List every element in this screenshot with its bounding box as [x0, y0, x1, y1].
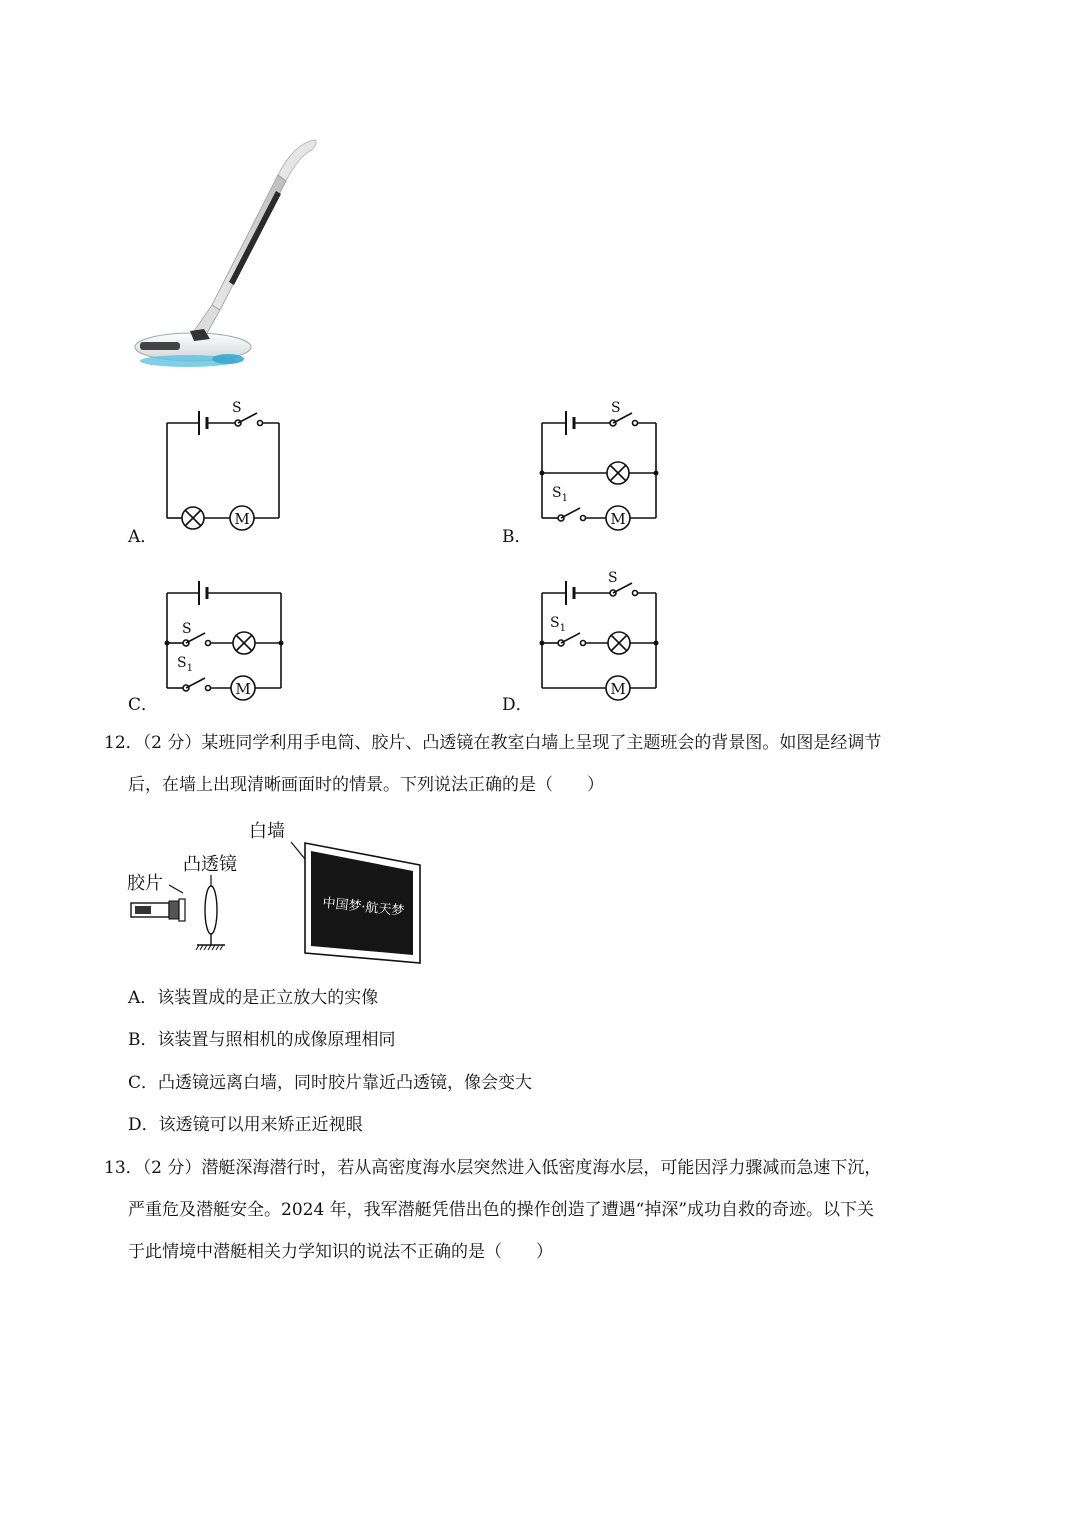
option-label-d: D．	[502, 695, 533, 715]
circuit-option-c	[125, 565, 295, 715]
motor-symbol: M	[610, 510, 626, 528]
mop-illustration	[128, 135, 328, 380]
q13-line3: 于此情境中潜艇相关力学知识的说法不正确的是（ ）	[128, 1242, 553, 1262]
switch-label-s: S	[182, 621, 192, 637]
circuit-option-b	[500, 395, 670, 545]
lens-label: 凸透镜	[183, 854, 237, 875]
motor-symbol: M	[610, 680, 626, 698]
switch-label-s: S	[608, 570, 618, 586]
option-label-a: A．	[128, 527, 158, 547]
q12-option-b: B．该装置与照相机的成像原理相同	[128, 1030, 396, 1050]
q12-line2: 后，在墙上出现清晰画面时的情景。下列说法正确的是（ ）	[128, 775, 604, 795]
switch-label-s1: $S_1$	[177, 655, 193, 674]
q12-line1: 12．（2 分）某班同学利用手电筒、胶片、凸透镜在教室白墙上呈现了主题班会的背景图。如图是经调节	[104, 733, 882, 753]
q13-line2: 严重危及潜艇安全。2024 年，我军潜艇凭借出色的操作创造了遭遇“掉深”成功自救的奇迹。以下关	[128, 1200, 875, 1220]
film-label: 胶片	[127, 873, 163, 894]
motor-symbol: M	[235, 680, 251, 698]
switch-label-s: S	[232, 400, 242, 416]
q12-option-c: C．凸透镜远离白墙，同时胶片靠近凸透镜，像会变大	[128, 1073, 533, 1093]
motor-symbol: M	[234, 510, 250, 528]
switch-label-s: S	[611, 400, 621, 416]
screen-text: 中国梦·航天梦	[321, 895, 405, 920]
option-label-b: B．	[502, 527, 532, 547]
q12-option-a: A．该装置成的是正立放大的实像	[128, 988, 379, 1008]
circuit-option-a	[125, 395, 295, 545]
projection-figure	[125, 815, 430, 970]
circuit-option-d	[500, 565, 670, 715]
switch-label-s1: $S_1$	[550, 615, 566, 634]
option-label-c: C．	[128, 695, 159, 715]
wall-label: 白墙	[249, 821, 285, 842]
q12-option-d: D．该透镜可以用来矫正近视眼	[128, 1115, 363, 1135]
q13-line1: 13．（2 分）潜艇深海潜行时，若从高密度海水层突然进入低密度海水层，可能因浮力骤减而急速下沉，	[104, 1158, 882, 1178]
switch-label-s1: $S_1$	[552, 485, 568, 504]
